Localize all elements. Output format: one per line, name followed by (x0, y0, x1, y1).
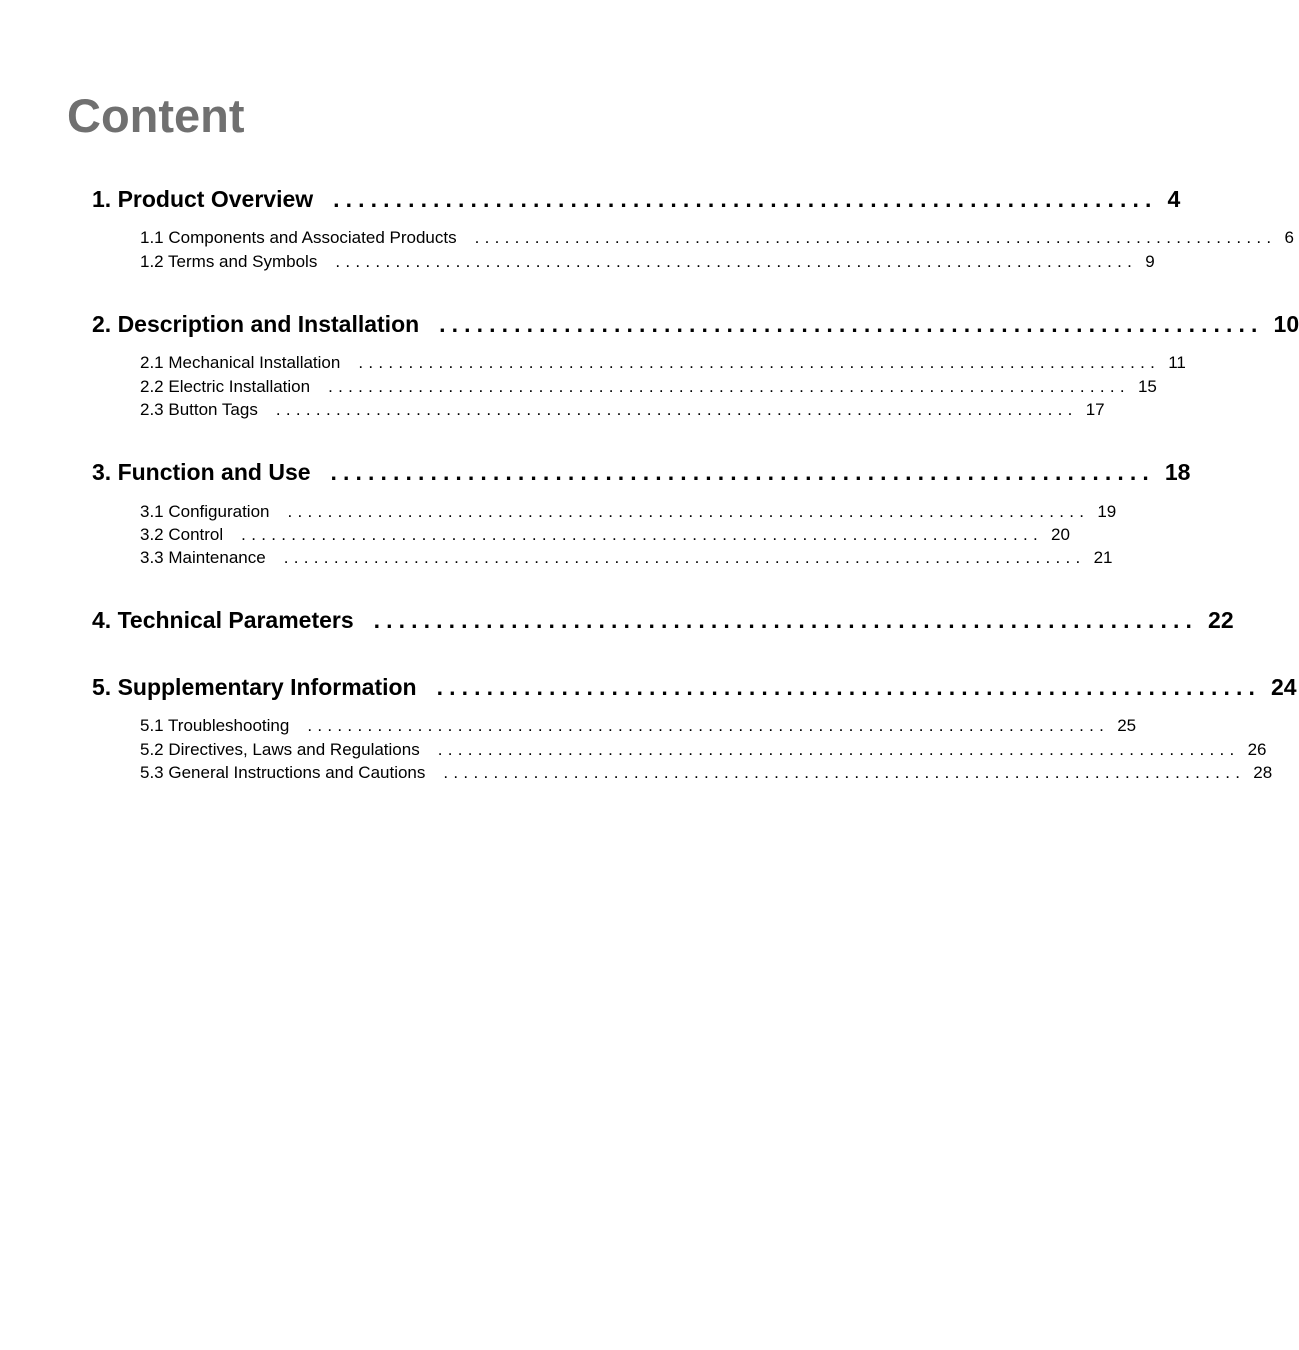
toc-subsection-title: 1.1 Components and Associated Products (140, 228, 457, 247)
toc-subsection-5-3[interactable] (140, 762, 1273, 784)
toc-subsection-1-1[interactable] (140, 227, 1294, 249)
toc-subsection-3-3[interactable] (140, 547, 1113, 569)
toc-subsection-title: 2.2 Electric Installation (140, 377, 311, 396)
toc-subsection-2-1[interactable] (140, 352, 1186, 374)
toc-page-number: 11 (1168, 353, 1186, 372)
toc-subsection-2-2[interactable] (140, 376, 1157, 398)
toc-subsection-2-3[interactable] (140, 399, 1105, 421)
dot-leader: .................................................................. (330, 459, 1155, 485)
toc-page-number: 26 (1247, 740, 1267, 759)
toc-page-number: 10 (1273, 311, 1299, 337)
dot-leader: ................................................................................ (307, 716, 1110, 735)
dot-leader: .................................................................. (333, 186, 1158, 212)
dot-leader: .................................................................. (373, 607, 1199, 633)
toc-subsection-title: 2.1 Mechanical Installation (140, 353, 341, 372)
dot-leader: ................................................................................ (437, 740, 1240, 759)
toc-subsection-title: 1.2 Terms and Symbols (140, 252, 318, 271)
toc-section-1[interactable] (92, 185, 1181, 213)
page-title: Content (67, 89, 245, 142)
toc-subsection-title: 5.2 Directives, Laws and Regulations (140, 740, 420, 759)
dot-leader: ................................................................................ (443, 763, 1246, 782)
toc-subsection-title: 5.1 Troubleshooting (140, 716, 290, 735)
dot-leader: ................................................................................ (335, 252, 1138, 271)
dot-leader: ................................................................................ (474, 228, 1277, 247)
dot-leader: ................................................................................ (283, 548, 1086, 567)
toc-page-number: 17 (1085, 400, 1105, 419)
dot-leader: ................................................................................ (241, 525, 1044, 544)
toc-subsection-title: 3.3 Maintenance (140, 548, 266, 567)
toc-section-title: 3. Function and Use (92, 459, 311, 485)
toc-page-number: 15 (1137, 377, 1157, 396)
toc-page-number: 24 (1270, 674, 1297, 700)
toc-subsection-title: 3.1 Configuration (140, 502, 270, 521)
dot-leader: .................................................................. (439, 311, 1264, 337)
toc-page-number: 9 (1145, 252, 1155, 271)
dot-leader: ................................................................................ (328, 377, 1130, 396)
toc-subsection-3-2[interactable] (140, 524, 1070, 546)
dot-leader: .................................................................. (436, 674, 1261, 700)
toc-section-title: 1. Product Overview (92, 186, 314, 212)
toc-subsection-title: 5.3 General Instructions and Cautions (140, 763, 426, 782)
toc-page-number: 18 (1164, 459, 1191, 485)
toc-page-number: 28 (1253, 763, 1273, 782)
toc-section-title: 4. Technical Parameters (92, 607, 354, 633)
toc-section-2[interactable] (92, 310, 1299, 338)
toc-section-5[interactable] (92, 673, 1297, 701)
toc-page-number: 25 (1117, 716, 1137, 735)
toc-subsection-title: 3.2 Control (140, 525, 224, 544)
toc-page-number: 19 (1097, 502, 1117, 521)
toc-page-number: 4 (1167, 186, 1181, 212)
toc-page-number: 22 (1208, 607, 1234, 633)
dot-leader: ................................................................................ (275, 400, 1078, 419)
toc-subsection-3-1[interactable] (140, 501, 1117, 523)
toc-page-number: 6 (1284, 228, 1294, 247)
dot-leader: ................................................................................ (358, 353, 1161, 372)
toc-section-title: 5. Supplementary Information (92, 674, 417, 700)
toc-page-number: 21 (1093, 548, 1113, 567)
dot-leader: ................................................................................ (287, 502, 1090, 521)
toc-subsection-5-2[interactable] (140, 739, 1267, 761)
toc-section-3[interactable] (92, 458, 1191, 486)
toc-subsection-title: 2.3 Button Tags (140, 400, 258, 419)
toc-subsection-1-2[interactable] (140, 251, 1155, 273)
toc-subsection-5-1[interactable] (140, 715, 1137, 737)
toc-section-title: 2. Description and Installation (92, 311, 420, 337)
toc-page-number: 20 (1051, 525, 1070, 544)
toc-section-4[interactable] (92, 606, 1234, 634)
